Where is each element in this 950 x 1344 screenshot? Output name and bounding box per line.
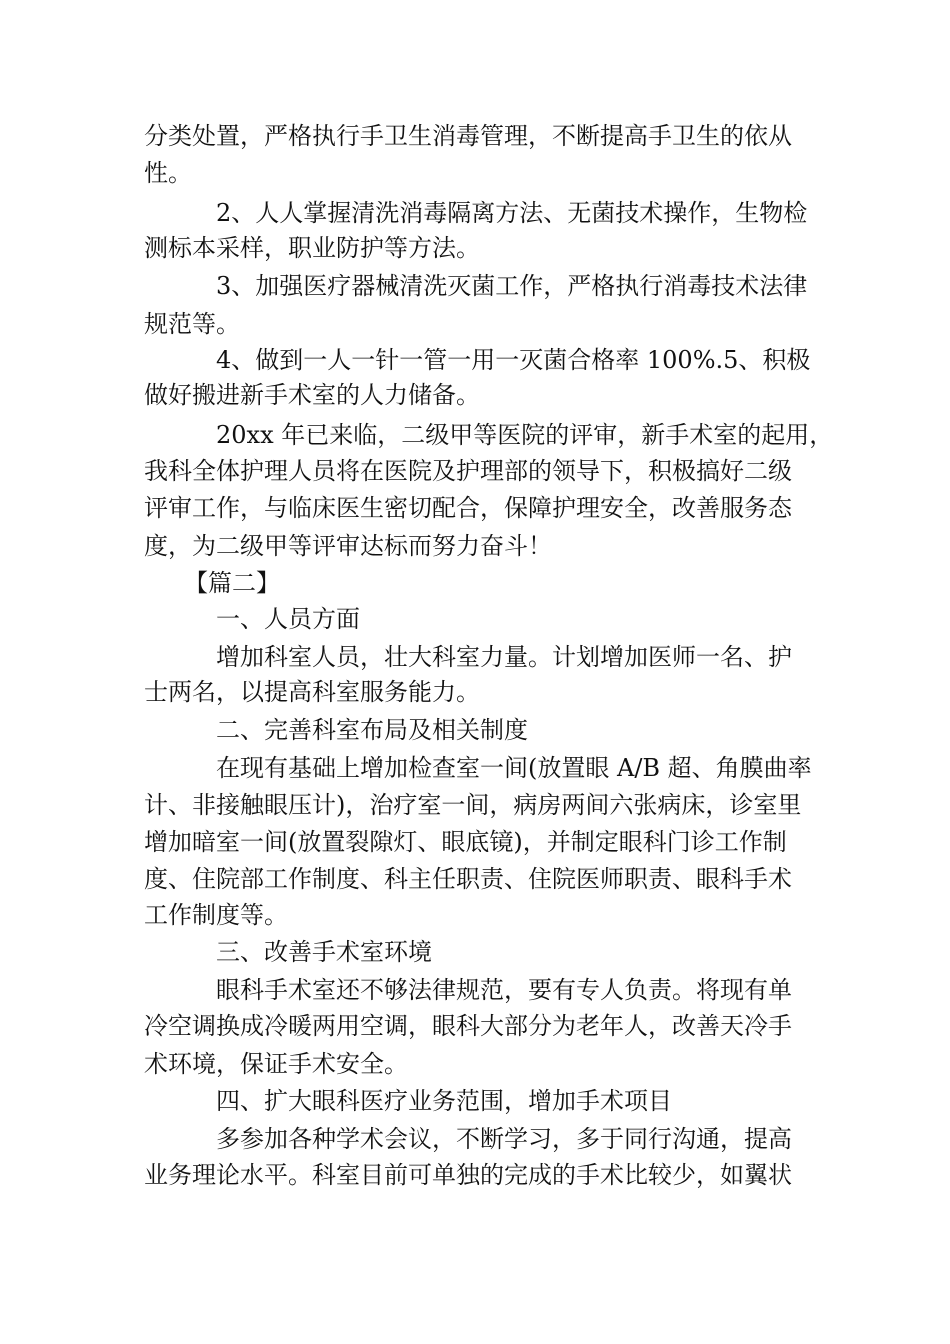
text-line: 工作制度等。	[144, 901, 288, 929]
section-heading: 三、改善手术室环境	[216, 938, 432, 966]
text-line: 眼科手术室还不够法律规范，要有专人负责。将现有单	[216, 976, 792, 1004]
section-heading: 二、完善科室布局及相关制度	[216, 716, 528, 744]
text-line: 性。	[144, 159, 192, 187]
text-line: 士两名，以提高科室服务能力。	[144, 678, 480, 706]
section-heading: 一、人员方面	[216, 605, 360, 633]
text-line: 评审工作，与临床医生密切配合，保障护理安全，改善服务态	[144, 494, 792, 522]
text-line: 增加科室人员，壮大科室力量。计划增加医师一名、护	[216, 643, 792, 671]
text-line: 测标本采样，职业防护等方法。	[144, 234, 480, 262]
text-line: 在现有基础上增加检查室一间(放置眼 A/B 超、角膜曲率	[216, 754, 812, 782]
text-line: 度、住院部工作制度、科主任职责、住院医师职责、眼科手术	[144, 865, 792, 893]
text-line: 做好搬进新手术室的人力储备。	[144, 381, 480, 409]
text-line: 4、做到一人一针一管一用一灭菌合格率 100%.5、积极	[216, 346, 811, 374]
text-line: 度，为二级甲等评审达标而努力奋斗！	[144, 532, 552, 560]
section-heading: 四、扩大眼科医疗业务范围，增加手术项目	[216, 1087, 672, 1115]
text-line: 计、非接触眼压计)，治疗室一间，病房两间六张病床，诊室里	[144, 791, 802, 819]
section-heading: 【篇二】	[184, 569, 280, 597]
text-line: 20xx 年已来临，二级甲等医院的评审，新手术室的起用，	[216, 421, 834, 449]
text-line: 业务理论水平。科室目前可单独的完成的手术比较少，如翼状	[144, 1161, 792, 1189]
text-line: 规范等。	[144, 310, 240, 338]
text-line: 分类处置，严格执行手卫生消毒管理，不断提高手卫生的依从	[144, 122, 792, 150]
text-line: 增加暗室一间(放置裂隙灯、眼底镜)，并制定眼科门诊工作制	[144, 828, 787, 856]
text-line: 2、人人掌握清洗消毒隔离方法、无菌技术操作，生物检	[216, 199, 808, 227]
text-line: 冷空调换成冷暖两用空调，眼科大部分为老年人，改善天冷手	[144, 1012, 792, 1040]
text-line: 我科全体护理人员将在医院及护理部的领导下，积极搞好二级	[144, 457, 792, 485]
text-line: 3、加强医疗器械清洗灭菌工作，严格执行消毒技术法律	[216, 272, 808, 300]
text-line: 多参加各种学术会议，不断学习，多于同行沟通，提高	[216, 1125, 792, 1153]
text-line: 术环境，保证手术安全。	[144, 1050, 408, 1078]
